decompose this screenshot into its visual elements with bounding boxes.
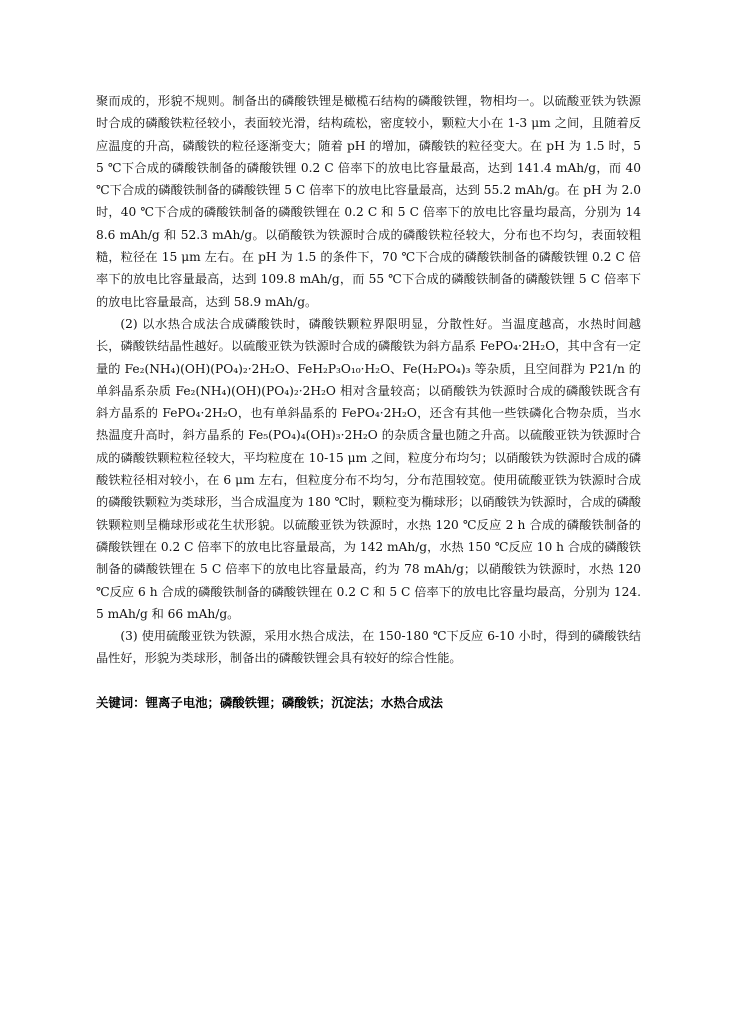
paragraph-conclusion-1: 聚而成的，形貌不规则。制备出的磷酸铁锂是橄榄石结构的磷酸铁锂，物相均一。以硫酸亚铁为铁源时合成的磷酸铁粒径较小，表面较光滑，结构疏松，密度较小，颗粒大小在 1-3 μm 之间，且随着反应温度的升高，磷酸铁的粒径逐渐变大；随着 pH 的增加，磷酸铁的粒径变大。在 pH 为 1.5 时，55 ℃下合成的磷酸铁制备的磷酸铁锂 0.2 C 倍率下的放电比容量最高，达到 141.4 mAh/g，而 40 ℃下合成的磷酸铁制备的磷酸铁锂 5 C 倍率下的放电比容量最高，达到 55.2 mAh/g。在 pH 为 2.0 时，40 ℃下合成的磷酸铁制备的磷酸铁锂在 0.2 C 和 5 C 倍率下的放电比容量均最高，分别为 148.6 mAh/g 和 52.3 mAh/g。以硝酸铁为铁源时合成的磷酸铁粒径较大，分布也不均匀，表面较粗糙，粒径在 15 μm 左右。在 pH 为 1.5 的条件下，70 ℃下合成的磷酸铁制备的磷酸铁锂 0.2 C 倍率下的放电比容量最高，达到 109.8 mAh/g，而 55 ℃下合成的磷酸铁制备的磷酸铁锂 5 C 倍率下的放电比容量最高，达到 58.9 mAh/g。 xyxy=(96,94,641,309)
keywords-list: 锂离子电池；磷酸铁锂；磷酸铁；沉淀法；水热合成法 xyxy=(145,694,443,710)
keywords-line xyxy=(96,692,641,714)
document-page xyxy=(96,90,641,714)
keywords-label: 关键词： xyxy=(96,694,146,710)
paragraph-conclusion-2: (2) 以水热合成法合成磷酸铁时，磷酸铁颗粒界限明显，分散性好。当温度越高，水热时间越长，磷酸铁结晶性越好。以硫酸亚铁为铁源时合成的磷酸铁为斜方晶系 FePO₄·2H₂O，其中含有一定量的 Fe₂(NH₄)(OH)(PO₄)₂·2H₂O、FeH₂P₃O₁₀·H₂O、Fe(H₂PO₄)₃ 等杂质，且空间群为 P21/n 的单斜晶系杂质 Fe₂(NH₄)(OH)(PO₄)₂·2H₂O 相对含量较高；以硝酸铁为铁源时合成的磷酸铁既含有斜方晶系的 FePO₄·2H₂O，也有单斜晶系的 FePO₄·2H₂O，还含有其他一些铁磷化合物杂质，当水热温度升高时，斜方晶系的 Fe₅(PO₄)₄(OH)₃·2H₂O 的杂质含量也随之升高。以硫酸亚铁为铁源时合成的磷酸铁颗粒粒径较大，平均粒度在 10-15 μm 之间，粒度分布均匀；以硝酸铁为铁源时合成的磷酸铁粒径相对较小，在 6 μm 左右，但粒度分布不均匀，分布范围较宽。使用硫酸亚铁为铁源时合成的磷酸铁颗粒为类球形，当合成温度为 180 ℃时，颗粒变为椭球形；以硝酸铁为铁源时，合成的磷酸铁颗粒则呈椭球形或花生状形貌。以硫酸亚铁为铁源时，水热 120 ℃反应 2 h 合成的磷酸铁制备的磷酸铁锂在 0.2 C 倍率下的放电比容量最高，为 142 mAh/g，水热 150 ℃反应 10 h 合成的磷酸铁制备的磷酸铁锂在 5 C 倍率下的放电比容量最高，约为 78 mAh/g；以硝酸铁为铁源时，水热 120 ℃反应 6 h 合成的磷酸铁制备的磷酸铁锂在 0.2 C 和 5 C 倍率下的放电比容量均最高，分别为 124.5 mAh/g 和 66 mAh/g。 xyxy=(96,316,641,621)
paragraph-conclusion-3: (3) 使用硫酸亚铁为铁源，采用水热合成法，在 150-180 ℃下反应 6-10 小时，得到的磷酸铁结晶性好，形貌为类球形，制备出的磷酸铁锂会具有较好的综合性能。 xyxy=(96,629,641,666)
